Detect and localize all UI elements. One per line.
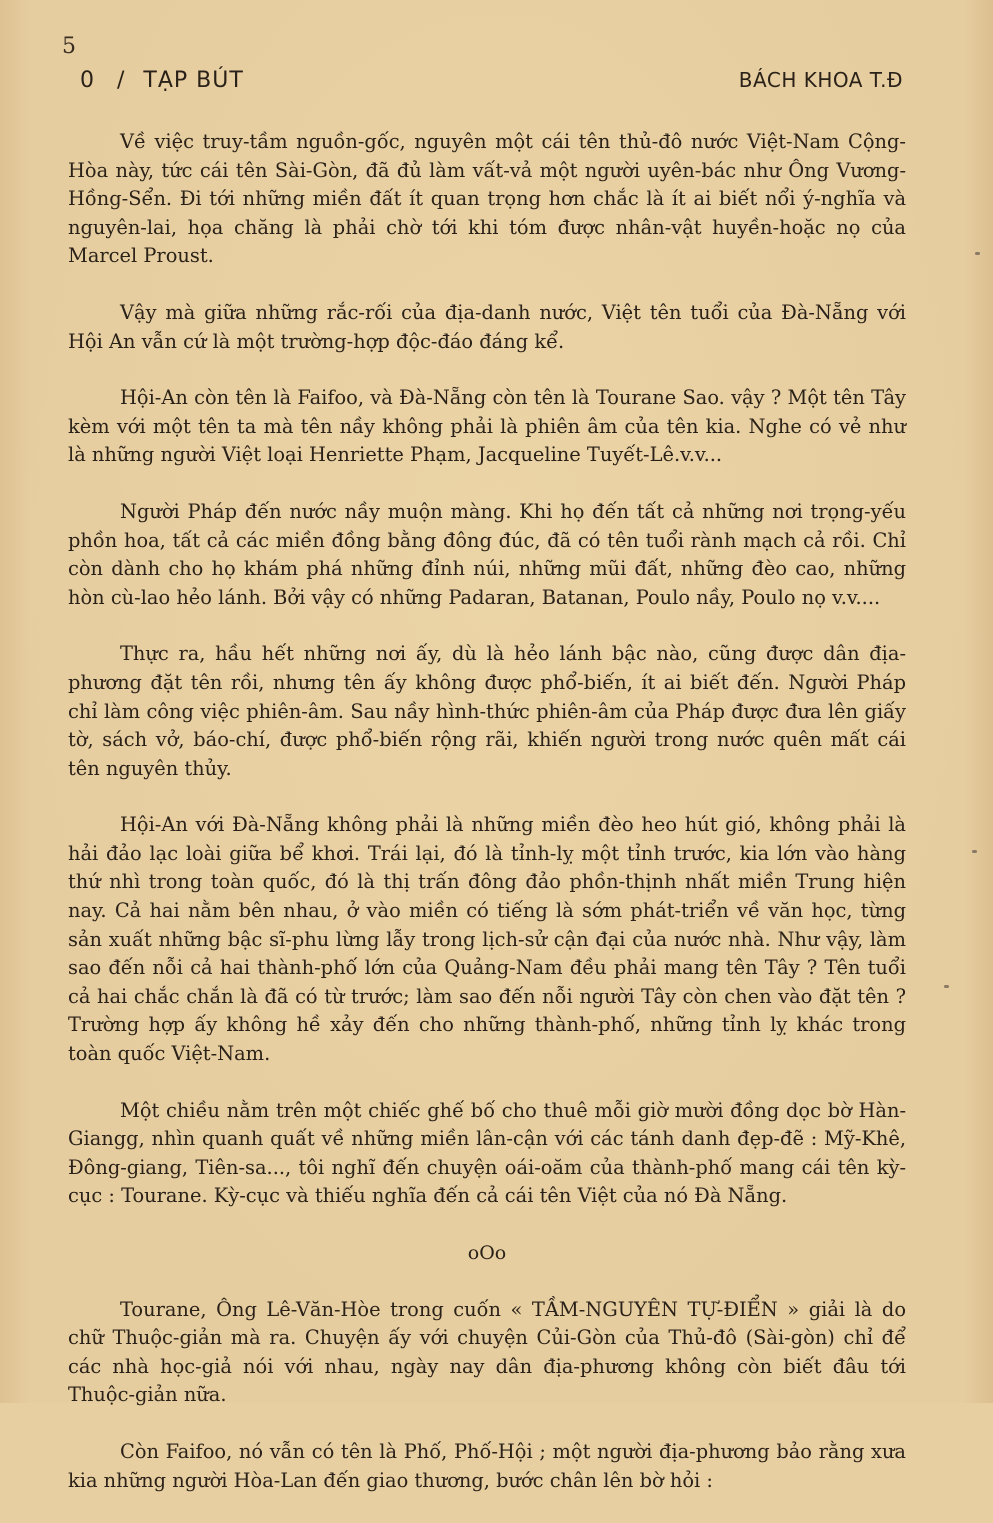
scan-speck [944, 985, 949, 988]
section-title: TẠP BÚT [143, 68, 244, 93]
scan-speck [972, 850, 977, 853]
running-header [80, 68, 903, 93]
paragraph: Thực ra, hầu hết những nơi ấy, dù là hẻo lánh bậc nào, cũng được dân địa-phương đặt tên rồi, nhưng tên ấy không được phổ-biến, ít ai biết đến. Người Pháp chỉ làm công việc phiên-âm. Sau nầy hình-thức phiên-âm của Pháp được đưa lên giấy tờ, sách vở, báo-chí, được phổ-biến rộng rãi, khiến người trong nước quên mất cái tên nguyên thủy. [68, 642, 906, 780]
paragraph: Về việc truy-tầm nguồn-gốc, nguyên một cái tên thủ-đô nước Việt-Nam Cộng-Hòa này, tức cái tên Sài-Gòn, đã đủ làm vất-vả một người uyên-bác như Ông Vương-Hồng-Sển. Đi tới những miền đất ít quan trọng hơn chắc là ít ai biết nổi ý-nghĩa và nguyên-lai, họa chăng là phải chờ tới khi tóm được nhân-vật huyền-hoặc nọ của Marcel Proust. [68, 130, 906, 268]
paragraph: Hội-An với Đà-Nẵng không phải là những miền đèo heo hút gió, không phải là hải đảo lạc loài giữa bể khơi. Trái lại, đó là tỉnh-lỵ một tỉnh trước, kia lớn vào hàng thứ nhì trong toàn quốc, đó là thị trấn đông đảo phồn-thịnh nhất miền Trung hiện nay. Cả hai nằm bên nhau, ở vào miền có tiếng là sớm phát-triển về văn học, từng sản xuất những bậc sĩ-phu lừng lẫy trong lịch-sử cận đại của nước nhà. Như vậy, làm sao đến nỗi cả hai thành-phố lớn của Quảng-Nam đều phải mang tên Tây ? Tên tuổi cả hai chắc chắn là đã có từ trước; làm sao đến nỗi người Tây còn chen vào đặt tên ? Trường hợp ấy không hề xảy đến cho những thành-phố, những tỉnh lỵ khác trong toàn quốc Việt-Nam. [68, 813, 906, 1066]
header-slash: / [117, 68, 126, 93]
header-left [80, 68, 244, 93]
scan-speck [975, 252, 980, 255]
paragraph: Vậy mà giữa những rắc-rối của địa-danh nước, Việt tên tuổi của Đà-Nẵng với Hội An vẫn cứ là một trường-hợp độc-đáo đáng kể. [68, 300, 906, 353]
folio-mark: 5 [62, 34, 76, 59]
paragraph: Người Pháp đến nước nầy muộn màng. Khi họ đến tất cả những nơi trọng-yếu phồn hoa, tất cả các miền đồng bằng đông đúc, đã có tên tuổi rành mạch cả rồi. Chỉ còn dành cho họ khám phá những đỉnh núi, những mũi đất, những đèo cao, những hòn cù-lao hẻo lánh. Bởi vậy có những Padaran, Batanan, Poulo nầy, Poulo nọ v.v.... [68, 499, 906, 609]
article-body [68, 128, 906, 1523]
paragraph: Tourane, Ông Lê-Văn-Hòe trong cuốn « TẦM-NGUYÊN TỰ-ĐIỂN » giải là do chữ Thuộc-giản mà ra. Chuyện ấy với chuyện Củi-Gòn của Thủ-đô (Sài-gòn) chỉ để các nhà học-giả nói với nhau, ngày nay dân địa-phương không còn biết đâu tới Thuộc-giản nữa. [68, 1297, 906, 1407]
paragraph: Hội-An còn tên là Faifoo, và Đà-Nẵng còn tên là Tourane Sao. vậy ? Một tên Tây kèm với một tên ta mà tên nầy không phải là phiên âm của tên kia. Nghe có vẻ như là những người Việt loại Henriette Phạm, Jacqueline Tuyết-Lê.v.v... [68, 386, 906, 467]
page-number: 0 [80, 68, 95, 93]
paragraph: Còn Faifoo, nó vẫn có tên là Phố, Phố-Hội ; một người địa-phương bảo rằng xưa kia những người Hòa-Lan đến giao thương, bước chân lên bờ hỏi : [68, 1439, 906, 1492]
section-separator: oOo [467, 1242, 507, 1264]
publication-title: BÁCH KHOA T.Đ [738, 68, 903, 92]
paragraph: Một chiều nằm trên một chiếc ghế bố cho thuê mỗi giờ mười đồng dọc bờ Hàn-Giangg, nhìn quanh quất về những miền lân-cận với các tánh danh đẹp-đẽ : Mỹ-Khê, Đông-giang, Tiên-sa..., tôi nghĩ đến chuyện oái-oăm của thành-phố mang cái tên kỳ-cục : Tourane. Kỳ-cục và thiếu nghĩa đến cả cái tên Việt của nó Đà Nẵng. [68, 1098, 906, 1208]
